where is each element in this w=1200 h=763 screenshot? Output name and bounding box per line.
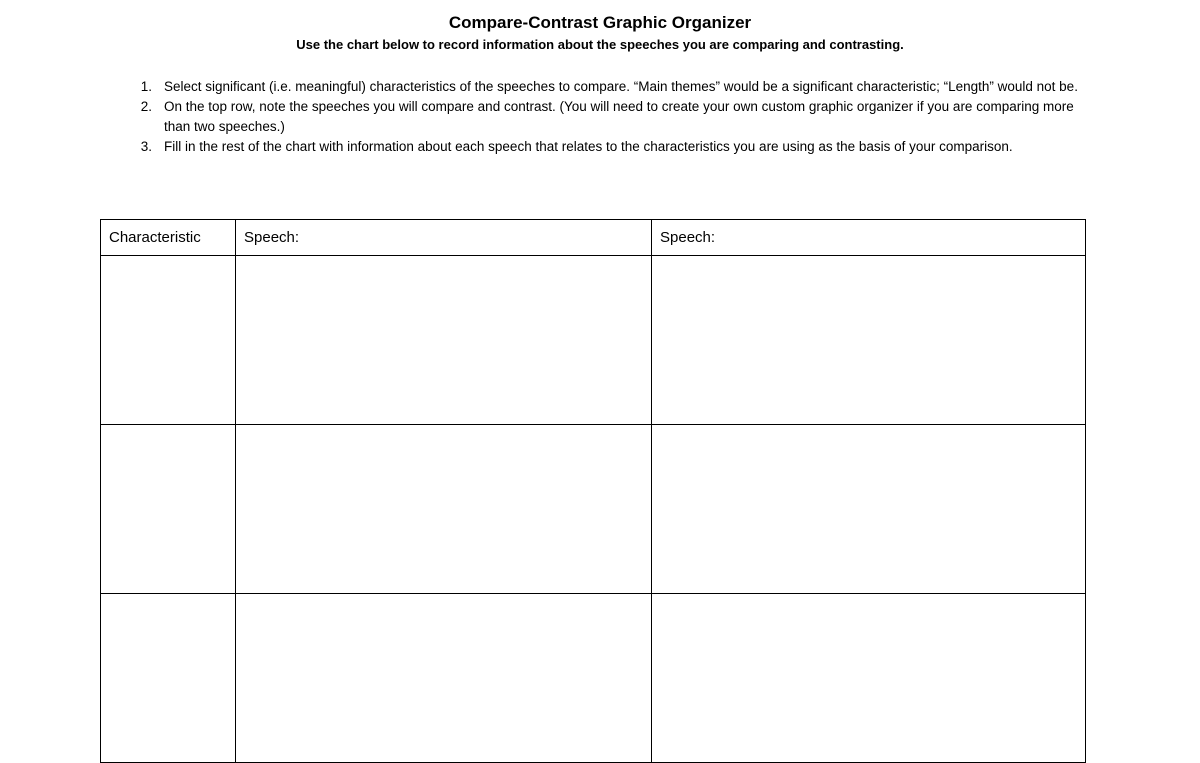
- header-characteristic: Characteristic: [101, 220, 236, 256]
- table-header-row: [101, 220, 1086, 256]
- instructions-list: [134, 77, 1094, 157]
- document-subtitle: Use the chart below to record information about the speeches you are comparing and contrasting.: [296, 37, 904, 52]
- header-speech-2: Speech:: [652, 220, 1086, 256]
- characteristic-cell[interactable]: [101, 256, 236, 425]
- instruction-number: 2.: [140, 99, 152, 114]
- speech-2-cell[interactable]: [652, 594, 1086, 763]
- speech-2-cell[interactable]: [652, 256, 1086, 425]
- instruction-text: On the top row, note the speeches you will compare and contrast. (You will need to create your own custom graphic organizer if you are comparing more than two speeches.): [164, 99, 1074, 134]
- speech-1-cell[interactable]: [236, 256, 652, 425]
- table-row: [101, 425, 1086, 594]
- instruction-number: 3.: [140, 139, 152, 154]
- header-speech-1: Speech:: [236, 220, 652, 256]
- compare-contrast-table: [100, 219, 1086, 763]
- instruction-number: 1.: [140, 79, 152, 94]
- instruction-text: Fill in the rest of the chart with information about each speech that relates to the characteristics you are using as the basis of your comparison.: [164, 139, 1013, 154]
- speech-1-cell[interactable]: [236, 425, 652, 594]
- speech-2-cell[interactable]: [652, 425, 1086, 594]
- speech-1-cell[interactable]: [236, 594, 652, 763]
- instruction-item: [134, 77, 1094, 97]
- table-row: [101, 256, 1086, 425]
- characteristic-cell[interactable]: [101, 594, 236, 763]
- characteristic-cell[interactable]: [101, 425, 236, 594]
- instruction-item: [134, 97, 1094, 137]
- instruction-item: [134, 137, 1094, 157]
- table-row: [101, 594, 1086, 763]
- document-title: Compare-Contrast Graphic Organizer: [448, 13, 752, 32]
- instruction-text: Select significant (i.e. meaningful) characteristics of the speeches to compare. “Main themes” would be a significant characteristic; “Length” would not be.: [164, 79, 1078, 94]
